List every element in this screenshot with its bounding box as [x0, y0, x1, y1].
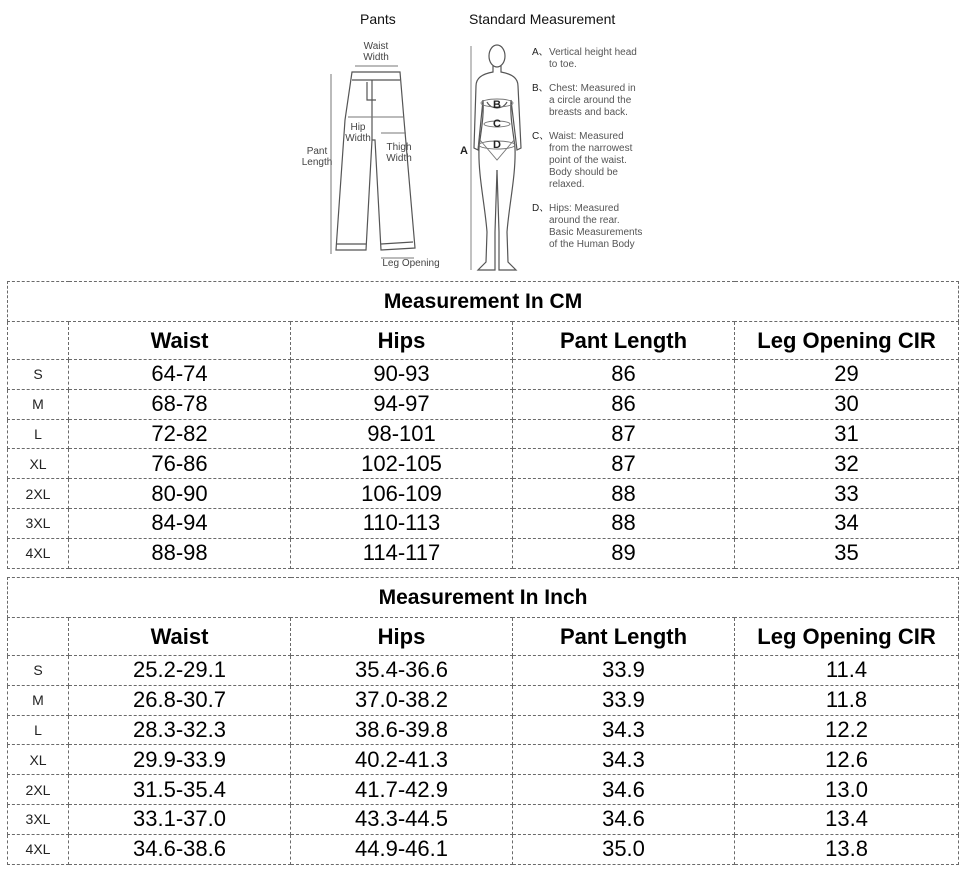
header-size [8, 618, 69, 656]
size-cell: 4XL [8, 834, 69, 864]
leg-opening-label: Leg Opening [382, 258, 440, 269]
note-c-key: C、 [532, 131, 550, 142]
body-letter-d: D [493, 139, 501, 151]
header-leg-opening: Leg Opening CIR [735, 618, 959, 656]
table-row [8, 834, 959, 864]
leg-opening-cell: 12.2 [735, 715, 959, 745]
size-cell: 3XL [8, 508, 69, 538]
pant-length-cell: 33.9 [513, 656, 735, 686]
waist-cell: 64-74 [69, 360, 291, 390]
hips-cell: 98-101 [291, 419, 513, 449]
pant-length-label-line2: Length [301, 157, 333, 168]
note-c-line: from the narrowest [549, 143, 633, 154]
thigh-width-label-line2: Width [386, 153, 412, 164]
size-cell: XL [8, 745, 69, 775]
leg-opening-cell: 34 [735, 508, 959, 538]
standard-measurement-title: Standard Measurement [469, 11, 616, 27]
waist-cell: 72-82 [69, 419, 291, 449]
hips-cell: 110-113 [291, 508, 513, 538]
leg-opening-cell: 11.4 [735, 656, 959, 686]
size-cell: M [8, 685, 69, 715]
waist-cell: 76-86 [69, 449, 291, 479]
hips-cell: 44.9-46.1 [291, 834, 513, 864]
hips-cell: 43.3-44.5 [291, 804, 513, 834]
pant-length-cell: 86 [513, 389, 735, 419]
table-row [8, 508, 959, 538]
waist-width-label [356, 41, 396, 63]
measurement-diagram [0, 0, 962, 280]
size-cell: M [8, 389, 69, 419]
waist-cell: 84-94 [69, 508, 291, 538]
hips-cell: 114-117 [291, 538, 513, 568]
note-b-line: a circle around the [549, 95, 632, 106]
note-d-line: around the rear. [549, 215, 620, 226]
hips-cell: 102-105 [291, 449, 513, 479]
note-b-line: Chest: Measured in [549, 83, 636, 94]
note-b [532, 83, 661, 119]
note-d-line: Hips: Measured [549, 203, 620, 214]
hips-cell: 40.2-41.3 [291, 745, 513, 775]
measurement-illustration [0, 0, 962, 280]
waist-cell: 33.1-37.0 [69, 804, 291, 834]
pant-length-cell: 88 [513, 508, 735, 538]
note-c-line: Body should be [549, 167, 618, 178]
hips-cell: 90-93 [291, 360, 513, 390]
hips-cell: 38.6-39.8 [291, 715, 513, 745]
note-d-key: D、 [532, 203, 550, 214]
table-row [8, 745, 959, 775]
pant-length-cell: 87 [513, 449, 735, 479]
thigh-width-label-line1: Thigh [386, 142, 412, 153]
size-cell: 3XL [8, 804, 69, 834]
note-c [532, 131, 661, 191]
hips-cell: 37.0-38.2 [291, 685, 513, 715]
body-letter-c: C [493, 118, 501, 130]
note-c-line: point of the waist. [549, 155, 627, 166]
table-row [8, 449, 959, 479]
waist-cell: 34.6-38.6 [69, 834, 291, 864]
waist-cell: 88-98 [69, 538, 291, 568]
table-row [8, 538, 959, 568]
table-header-row [8, 618, 959, 656]
note-b-key: B、 [532, 83, 549, 94]
pant-length-cell: 86 [513, 360, 735, 390]
header-hips: Hips [291, 322, 513, 360]
pant-length-cell: 87 [513, 419, 735, 449]
pant-length-cell: 34.6 [513, 804, 735, 834]
size-cell: 4XL [8, 538, 69, 568]
note-d [532, 203, 661, 251]
waist-cell: 68-78 [69, 389, 291, 419]
body-letter-a: A [460, 145, 468, 157]
pant-length-cell: 34.3 [513, 745, 735, 775]
note-d-line: Basic Measurements [549, 227, 643, 238]
body-letter-b: B [493, 99, 501, 111]
hips-cell: 106-109 [291, 479, 513, 509]
note-a [532, 47, 661, 71]
body-illustration [474, 45, 521, 270]
size-cell: S [8, 656, 69, 686]
waist-cell: 28.3-32.3 [69, 715, 291, 745]
table-row [8, 656, 959, 686]
pant-length-cell: 33.9 [513, 685, 735, 715]
thigh-width-label [381, 142, 417, 164]
table-title: Measurement In Inch [8, 578, 959, 618]
size-table-inch [7, 577, 959, 865]
header-pant-length: Pant Length [513, 322, 735, 360]
leg-opening-cell: 13.8 [735, 834, 959, 864]
table-row [8, 479, 959, 509]
leg-opening-cell: 31 [735, 419, 959, 449]
table-row [8, 360, 959, 390]
table-title: Measurement In CM [8, 282, 959, 322]
leg-opening-cell: 29 [735, 360, 959, 390]
pant-length-cell: 34.6 [513, 775, 735, 805]
note-a-line: Vertical height head [549, 47, 637, 58]
waist-width-label-line1: Waist [363, 41, 389, 52]
hip-width-label-line2: Width [345, 133, 371, 144]
table-row [8, 804, 959, 834]
waist-cell: 31.5-35.4 [69, 775, 291, 805]
leg-opening-cell: 30 [735, 389, 959, 419]
leg-opening-cell: 32 [735, 449, 959, 479]
waist-cell: 25.2-29.1 [69, 656, 291, 686]
leg-opening-cell: 33 [735, 479, 959, 509]
hips-cell: 41.7-42.9 [291, 775, 513, 805]
header-leg-opening: Leg Opening CIR [735, 322, 959, 360]
size-cell: L [8, 419, 69, 449]
table-row [8, 419, 959, 449]
table-row [8, 685, 959, 715]
pant-length-cell: 88 [513, 479, 735, 509]
waist-cell: 26.8-30.7 [69, 685, 291, 715]
header-waist: Waist [69, 322, 291, 360]
header-size [8, 322, 69, 360]
note-c-line: relaxed. [549, 179, 585, 190]
note-a-line: to toe. [549, 59, 577, 70]
size-cell: 2XL [8, 775, 69, 805]
leg-opening-cell: 35 [735, 538, 959, 568]
note-c-line: Waist: Measured [549, 131, 624, 142]
hip-width-label [336, 122, 380, 144]
table-row [8, 389, 959, 419]
pant-length-cell: 89 [513, 538, 735, 568]
size-cell: 2XL [8, 479, 69, 509]
header-hips: Hips [291, 618, 513, 656]
waist-cell: 80-90 [69, 479, 291, 509]
waist-cell: 29.9-33.9 [69, 745, 291, 775]
pant-length-label [296, 146, 338, 168]
leg-opening-cell: 13.0 [735, 775, 959, 805]
pant-length-cell: 34.3 [513, 715, 735, 745]
pants-diagram-title: Pants [360, 11, 396, 27]
pant-length-label-line1: Pant [306, 146, 328, 157]
pant-length-cell: 35.0 [513, 834, 735, 864]
header-waist: Waist [69, 618, 291, 656]
table-row [8, 715, 959, 745]
hip-width-label-line1: Hip [350, 122, 366, 133]
size-cell: XL [8, 449, 69, 479]
size-cell: L [8, 715, 69, 745]
size-table-cm [7, 281, 959, 569]
hips-cell: 94-97 [291, 389, 513, 419]
header-pant-length: Pant Length [513, 618, 735, 656]
note-b-line: breasts and back. [549, 107, 628, 118]
note-d-line: of the Human Body [549, 239, 635, 250]
leg-opening-cell: 13.4 [735, 804, 959, 834]
size-cell: S [8, 360, 69, 390]
note-a-key: A、 [532, 47, 549, 58]
table-row [8, 775, 959, 805]
waist-width-label-line2: Width [363, 52, 389, 63]
hips-cell: 35.4-36.6 [291, 656, 513, 686]
leg-opening-cell: 12.6 [735, 745, 959, 775]
leg-opening-cell: 11.8 [735, 685, 959, 715]
table-header-row [8, 322, 959, 360]
